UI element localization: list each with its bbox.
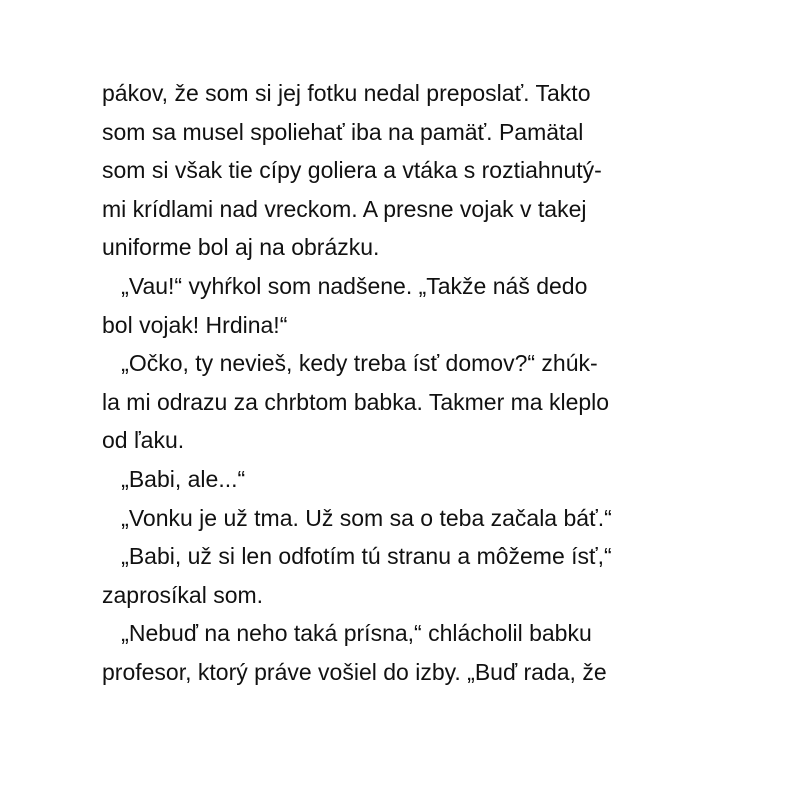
body-text [102, 74, 722, 692]
text-line: „Nebuď na neho taká prísna,“ chlácholil babku [102, 620, 592, 647]
text-line: „Babi, už si len odfotím tú stranu a môžeme ísť,“ [102, 543, 612, 570]
text-line: „Vonku je už tma. Už som sa o teba začala báť.“ [102, 504, 612, 531]
text-line: profesor, ktorý práve vošiel do izby. „Buď rada, že [102, 658, 607, 685]
text-line: „Babi, ale...“ [102, 465, 246, 492]
text-line: la mi odrazu za chrbtom babka. Takmer ma kleplo [102, 388, 610, 415]
text-line: uniforme bol aj na obrázku. [102, 234, 380, 261]
text-line: pákov, že som si jej fotku nedal preposlať. Takto [102, 80, 591, 106]
text-line: bol vojak! Hrdina!“ [102, 311, 288, 338]
text-line: „Vau!“ vyhŕkol som nadšene. „Takže náš dedo [102, 272, 588, 299]
text-line: zaprosíkal som. [102, 581, 264, 608]
text-line: od ľaku. [102, 427, 185, 454]
text-line: „Očko, ty nevieš, kedy treba ísť domov?“ zhúk- [102, 350, 598, 377]
text-line: mi krídlami nad vreckom. A presne vojak v takej [102, 195, 587, 222]
text-line: som sa musel spoliehať iba na pamäť. Pamätal [102, 118, 584, 145]
text-line: som si však tie cípy goliera a vtáka s roztiahnutý- [102, 157, 602, 184]
